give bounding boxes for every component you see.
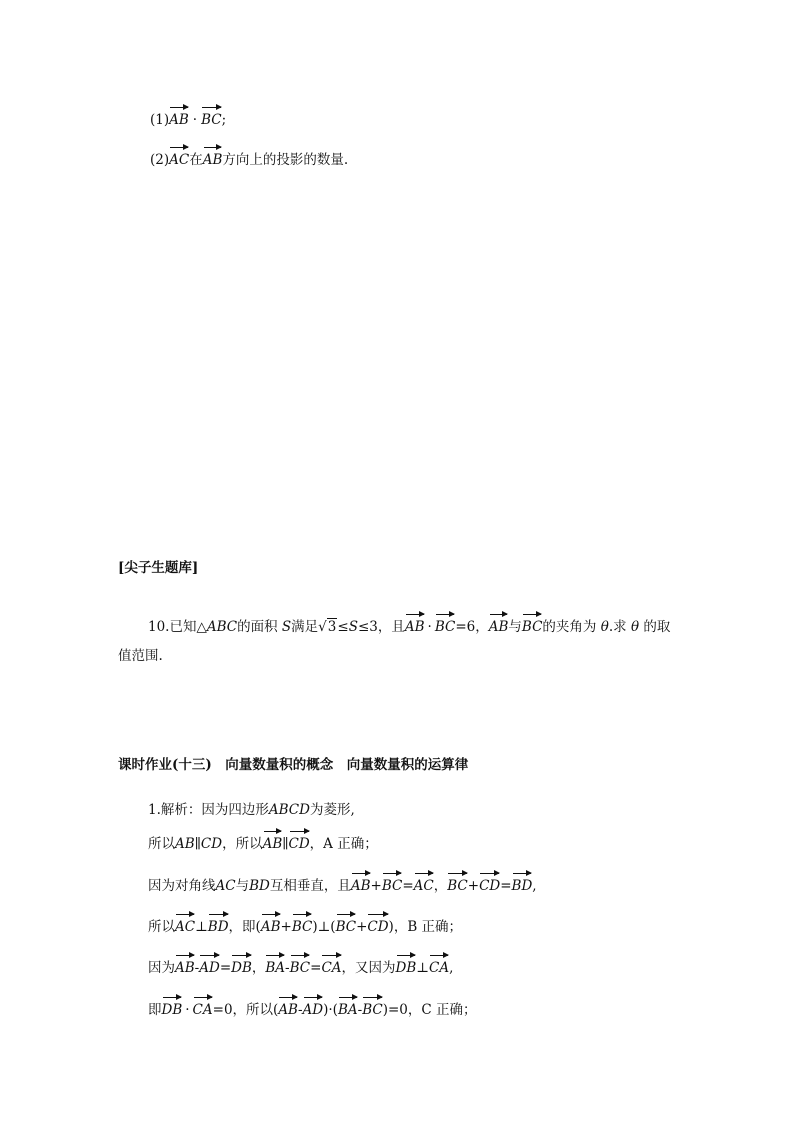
problem-number: 10.: [148, 619, 170, 635]
radicand: 3: [327, 619, 337, 635]
punct: ,: [532, 878, 537, 894]
vector-ab: AB: [169, 108, 189, 130]
vector-bc: BC: [292, 915, 313, 937]
vector-ab: AB: [278, 998, 298, 1020]
vector-ac: AC: [169, 148, 189, 170]
text: ，又因为: [341, 960, 396, 976]
vector-ad: AD: [303, 998, 324, 1020]
text: .求: [608, 619, 627, 635]
text: 即: [148, 1002, 162, 1018]
punct: ;: [221, 112, 227, 128]
plus: +: [280, 919, 292, 935]
punct: ,: [449, 960, 454, 976]
text: 已知△: [169, 619, 207, 635]
text: 在: [189, 152, 203, 168]
solution-line-2: [148, 832, 378, 854]
comma: ，: [251, 960, 266, 976]
section-title: [尖子生题库]: [118, 560, 199, 576]
vector-ba: BA: [338, 998, 358, 1020]
text: ，即(: [228, 919, 261, 935]
text: 与: [508, 619, 522, 635]
text: )=0，C 正确；: [382, 1002, 477, 1018]
text: 的面积: [237, 619, 278, 635]
text: 方向上的投影的数量.: [222, 152, 349, 168]
solution-line-3: [148, 874, 537, 896]
vector-bc: BC: [362, 998, 383, 1020]
text: 互相垂直，且: [269, 878, 351, 894]
parallel-symbol: ∥: [194, 836, 201, 852]
dot-operator: ·: [192, 112, 198, 128]
part-label: (1): [150, 112, 170, 128]
vector-ab: AB: [175, 956, 195, 978]
text: 的取: [643, 619, 671, 635]
text: ≤: [337, 619, 349, 635]
problem10-line2: 值范围.: [118, 648, 163, 664]
solution-line-1: [148, 800, 355, 820]
text: 为菱形,: [309, 802, 355, 818]
text: )⊥(: [312, 919, 336, 935]
vector-db: DB: [396, 956, 417, 978]
vector-ab: AB: [489, 615, 509, 637]
problem10-line1: [148, 615, 670, 637]
segment-ab: AB: [175, 836, 195, 852]
text: 因为: [148, 960, 175, 976]
radical-sign: √: [318, 619, 327, 635]
perp-symbol: ⊥: [195, 919, 208, 935]
vector-ac: AC: [414, 874, 434, 896]
vector-ca: CA: [321, 956, 341, 978]
vector-cd: CD: [289, 832, 310, 854]
vector-ab: AB: [351, 874, 371, 896]
dot-operator: ·: [185, 1002, 190, 1018]
segment-ac: AC: [215, 878, 236, 894]
vector-ba: BA: [265, 956, 285, 978]
plus: +: [356, 919, 368, 935]
solution-line-6: [148, 998, 477, 1020]
vector-ab: AB: [405, 615, 425, 637]
vector-bc: BC: [435, 615, 456, 637]
part-label: (2): [150, 152, 170, 168]
minus: -: [285, 960, 290, 976]
vector-ac: AC: [175, 915, 195, 937]
equals: =: [219, 960, 232, 976]
plus: +: [467, 878, 480, 894]
equals: =: [402, 878, 414, 894]
quad-name: ABCD: [268, 802, 310, 818]
text: ，A 正确；: [309, 836, 378, 852]
minus: -: [297, 1002, 303, 1018]
var-s: S: [348, 619, 358, 635]
vector-bc: BC: [201, 108, 222, 130]
text: 满足: [291, 619, 319, 635]
vector-ab: AB: [261, 915, 281, 937]
perp-symbol: ⊥: [416, 960, 429, 976]
vector-bc: BC: [336, 915, 357, 937]
solution-line-4: [148, 915, 462, 937]
vector-bd: BD: [208, 915, 229, 937]
var-s: S: [281, 619, 292, 635]
dot-operator: ·: [427, 619, 432, 635]
vector-cd: CD: [479, 874, 500, 896]
comma: ，: [433, 878, 448, 894]
text: 解析：因为四边形: [160, 802, 269, 818]
text: 所以: [148, 919, 175, 935]
text: ≤3，且: [357, 619, 405, 635]
text: )·(: [323, 1002, 338, 1018]
problem-number: 1.: [148, 802, 161, 818]
vector-ab: AB: [203, 148, 223, 170]
vector-ca: CA: [429, 956, 449, 978]
vector-bc: BC: [382, 874, 403, 896]
text: 因为对角线: [148, 878, 216, 894]
sqrt-3: [318, 617, 337, 637]
vector-bc: BC: [290, 956, 311, 978]
vector-bc: BC: [447, 874, 468, 896]
vector-bd: BD: [512, 874, 533, 896]
equals: =: [500, 878, 512, 894]
problem9-part2: [150, 148, 348, 170]
var-theta: θ: [630, 619, 640, 635]
parallel-symbol: ∥: [282, 836, 289, 852]
minus: -: [194, 960, 200, 976]
vector-ca: CA: [193, 998, 213, 1020]
vector-db: DB: [162, 998, 183, 1020]
vector-ad: AD: [199, 956, 220, 978]
segment-cd: CD: [200, 836, 223, 852]
vector-bc: BC: [522, 615, 543, 637]
plus: +: [370, 878, 382, 894]
text: =0，所以(: [212, 1002, 279, 1018]
vector-cd: CD: [367, 915, 388, 937]
text: )，B 正确；: [388, 919, 463, 935]
triangle-name: ABC: [206, 619, 238, 635]
vector-db: DB: [231, 956, 252, 978]
text: ，所以: [222, 836, 263, 852]
equals: =: [310, 960, 322, 976]
text: 与: [235, 878, 250, 894]
text: 所以: [148, 836, 175, 852]
var-theta: θ: [600, 619, 609, 635]
vector-ab: AB: [263, 832, 283, 854]
solution-line-5: [148, 956, 453, 978]
homework-title: 课时作业(十三) 向量数量积的概念 向量数量积的运算律: [118, 757, 469, 773]
problem9-part1: [150, 108, 226, 130]
text: =6，: [455, 619, 489, 635]
text: 的夹角为: [542, 619, 597, 635]
minus: -: [357, 1002, 363, 1018]
segment-bd: BD: [249, 878, 270, 894]
